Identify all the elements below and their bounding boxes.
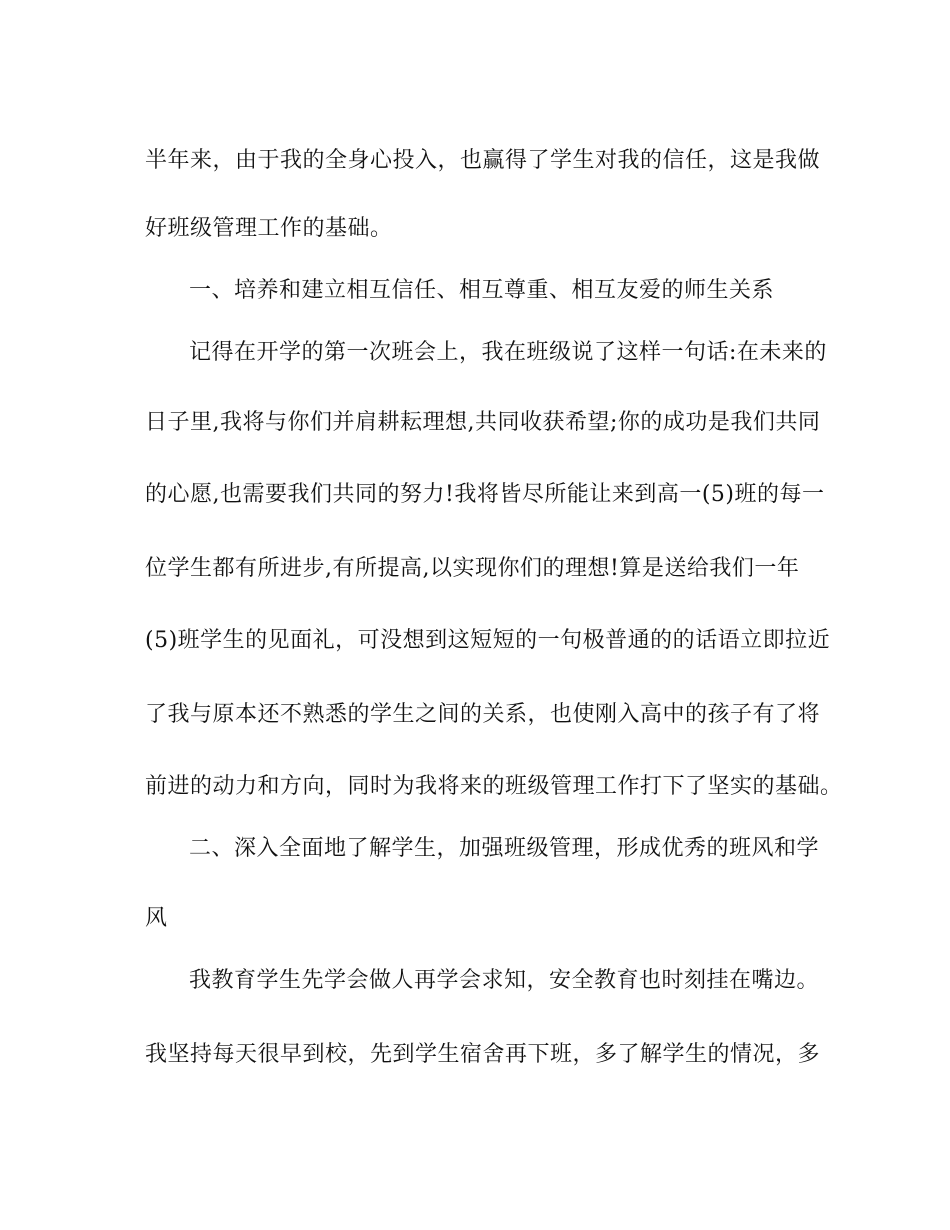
paragraph-line: 记得在开学的第一次班会上，我在班级说了这样一句话:在未来的 <box>189 340 827 365</box>
paragraph-line: 前进的动力和方向，同时为我将来的班级管理工作打下了坚实的基础。 <box>145 774 843 799</box>
paragraph-line: 好班级管理工作的基础。 <box>145 216 393 241</box>
paragraph-line: 的心愿,也需要我们共同的努力!我将皆尽所能让来到高一(5)班的每一 <box>145 482 825 507</box>
paragraph-line: 我教育学生先学会做人再学会求知，安全教育也时刻挂在嘴边。 <box>189 968 820 993</box>
paragraph-line: 半年来，由于我的全身心投入，也赢得了学生对我的信任，这是我做 <box>145 148 821 173</box>
section-heading-continuation: 风 <box>145 906 168 931</box>
paragraph-line: 日子里,我将与你们并肩耕耘理想,共同收获希望;你的成功是我们共同 <box>145 410 821 435</box>
section-heading: 二、深入全面地了解学生，加强班级管理，形成优秀的班风和学 <box>189 836 820 861</box>
section-heading: 一、培养和建立相互信任、相互尊重、相互友爱的师生关系 <box>189 278 775 303</box>
paragraph-line: (5)班学生的见面礼，可没想到这短短的一句极普通的的话语立即拉近 <box>145 628 831 653</box>
paragraph-line: 位学生都有所进步,有所提高,以实现你们的理想!算是送给我们一年 <box>145 556 800 581</box>
paragraph-line: 了我与原本还不熟悉的学生之间的关系，也使刚入高中的孩子有了将 <box>145 702 821 727</box>
paragraph-line: 我坚持每天很早到校，先到学生宿舍再下班，多了解学生的情况，多 <box>145 1042 821 1067</box>
